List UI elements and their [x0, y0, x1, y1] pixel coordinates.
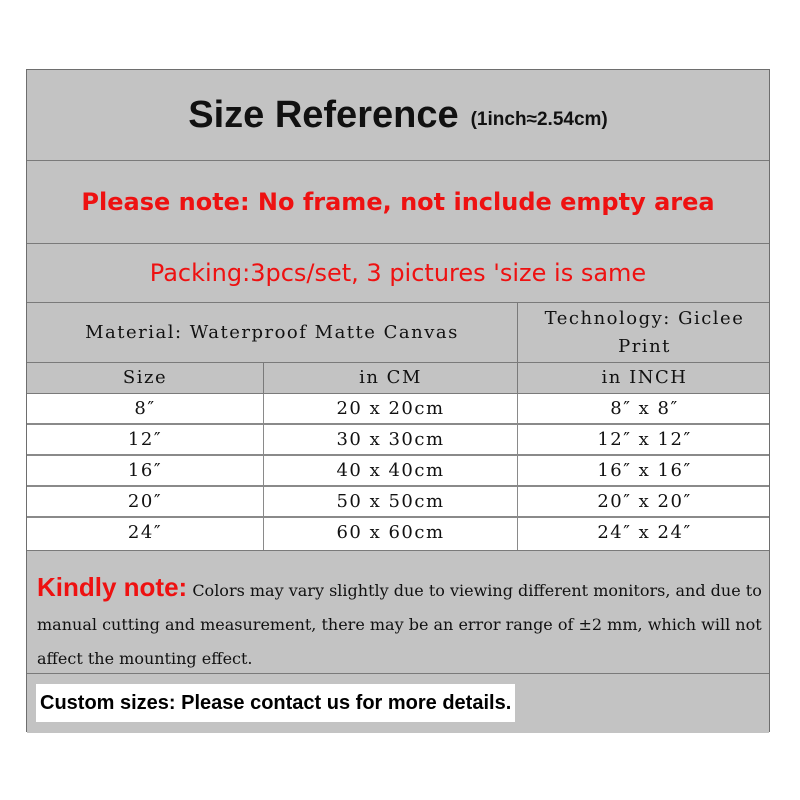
- divider: [27, 550, 769, 551]
- kindly-note-title: Kindly note:: [37, 572, 188, 602]
- cell-inch: 12″ x 12″: [597, 429, 692, 450]
- kindly-note-text: Colors may vary slightly due to viewing different monitors, and due to manual cutting and measurement, there may be an error range of ±2 mm, which will not affect the mounting effect.: [37, 581, 762, 668]
- cell-inch: 8″ x 8″: [610, 398, 679, 419]
- title-row: [27, 70, 769, 160]
- cell-cm: 50 x 50cm: [336, 491, 445, 512]
- custom-sizes-note: Custom sizes: Please contact us for more details.: [36, 684, 515, 722]
- page-title: Size Reference: [188, 93, 459, 136]
- cell-size: 24″: [127, 522, 163, 543]
- kindly-note: [37, 570, 767, 676]
- cell-cm: 40 x 40cm: [336, 460, 445, 481]
- cell-inch: 20″ x 20″: [597, 491, 692, 512]
- custom-sizes-row: [27, 674, 769, 733]
- cell-size: 8″: [134, 398, 156, 419]
- cell-size: 16″: [127, 460, 163, 481]
- cell-size: 12″: [127, 429, 163, 450]
- cell-cm: 60 x 60cm: [336, 522, 445, 543]
- header-inch: in INCH: [601, 367, 688, 388]
- cell-inch: 24″ x 24″: [597, 522, 692, 543]
- cell-inch: 16″ x 16″: [597, 460, 692, 481]
- header-size: Size: [122, 367, 168, 388]
- cell-cm: 20 x 20cm: [336, 398, 445, 419]
- packing-note: Packing:3pcs/set, 3 pictures 'size is same: [149, 259, 647, 287]
- technology-label: Technology: Giclee Print: [544, 307, 745, 357]
- size-table: [27, 394, 769, 550]
- size-reference-panel: [26, 69, 770, 732]
- header-cm: in CM: [359, 367, 422, 388]
- frame-note: Please note: No frame, not include empty area: [81, 188, 715, 216]
- cell-cm: 30 x 30cm: [336, 429, 445, 450]
- cell-size: 20″: [127, 491, 163, 512]
- material-label: Material: Waterproof Matte Canvas: [85, 321, 459, 343]
- inch-conversion-note: (1inch≈2.54cm): [470, 109, 608, 130]
